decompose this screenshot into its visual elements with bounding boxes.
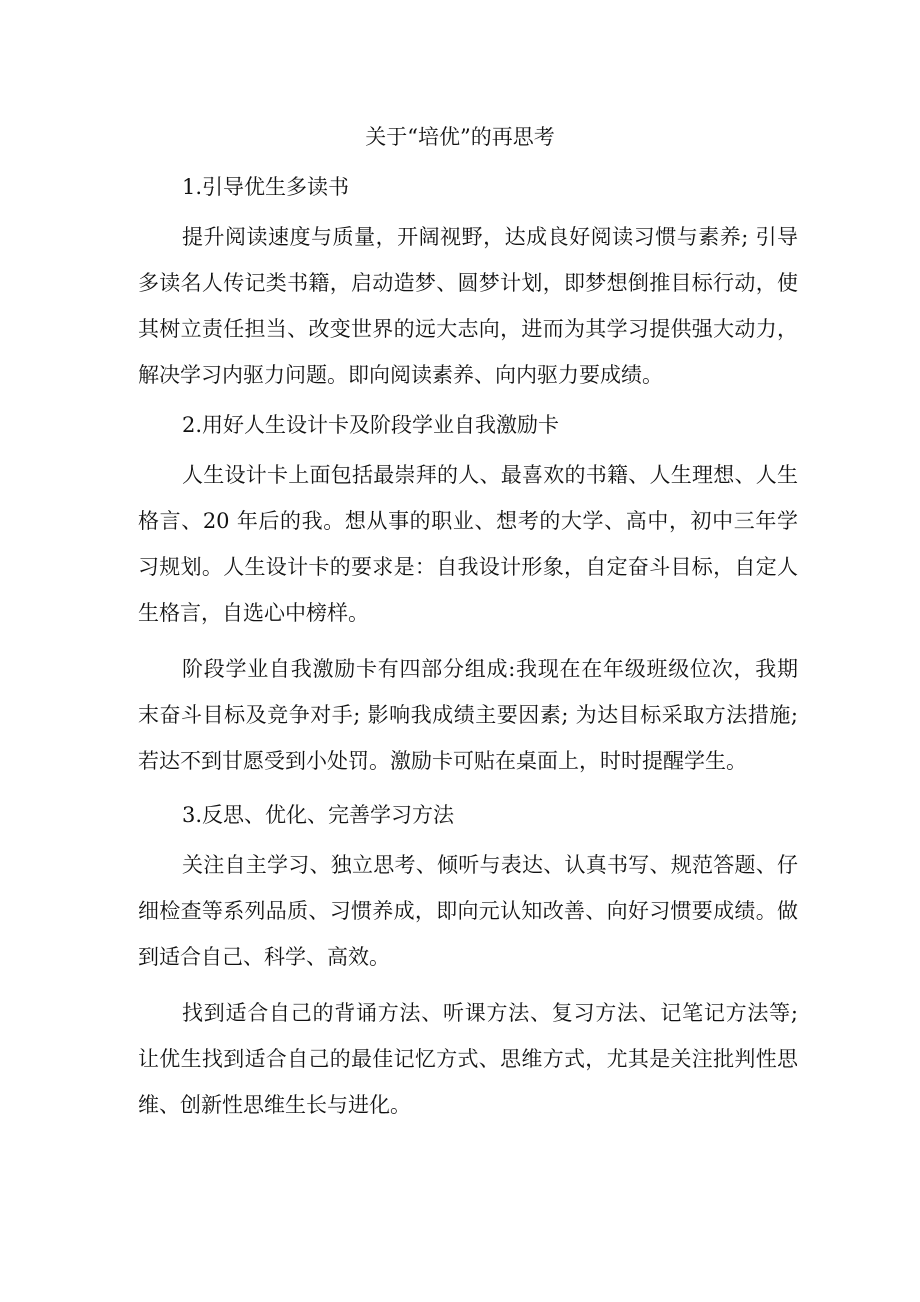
section-1-heading: 1.引导优生多读书 [182,175,350,199]
document-title: 关于“培优”的再思考 [365,125,555,149]
section-2-paragraph-2: 阶段学业自我激励卡有四部分组成:我现在在年级班级位次，我期末奋斗目标及竞争对手; 影响我成绩主要因素; 为达目标采取方法措施; 若达不到甘愿受到小处罚。激励卡可贴在桌面上，时时提醒学生。 [138,657,798,773]
section-3-paragraph-1: 关注自主学习、独立思考、倾听与表达、认真书写、规范答题、仔细检查等系列品质、习惯养成，即向元认知改善、向好习惯要成绩。做到适合自己、科学、高效。 [138,853,798,969]
document-body [138,166,798,1128]
section-3-heading: 3.反思、优化、完善学习方法 [182,803,455,827]
section-2-paragraph-1: 人生设计卡上面包括最崇拜的人、最喜欢的书籍、人生理想、人生格言、20 年后的我。想从事的职业、想考的大学、高中，初中三年学习规划。人生设计卡的要求是：自我设计形象，自定奋斗目标，自定人生格言，自选心中榜样。 [138,463,798,625]
section-3-paragraph-2: 找到适合自己的背诵方法、听课方法、复习方法、记笔记方法等; 让优生找到适合自己的最佳记忆方式、思维方式，尤其是关注批判性思维、创新性思维生长与进化。 [138,1001,798,1117]
section-1-paragraph-1: 提升阅读速度与质量，开阔视野，达成良好阅读习惯与素养; 引导多读名人传记类书籍，启动造梦、圆梦计划，即梦想倒推目标行动，使其树立责任担当、改变世界的远大志向，进而为其学习提供强大动力，解决学习内驱力问题。即向阅读素养、向内驱力要成绩。 [138,225,798,387]
section-2-heading: 2.用好人生设计卡及阶段学业自我激励卡 [182,413,560,437]
